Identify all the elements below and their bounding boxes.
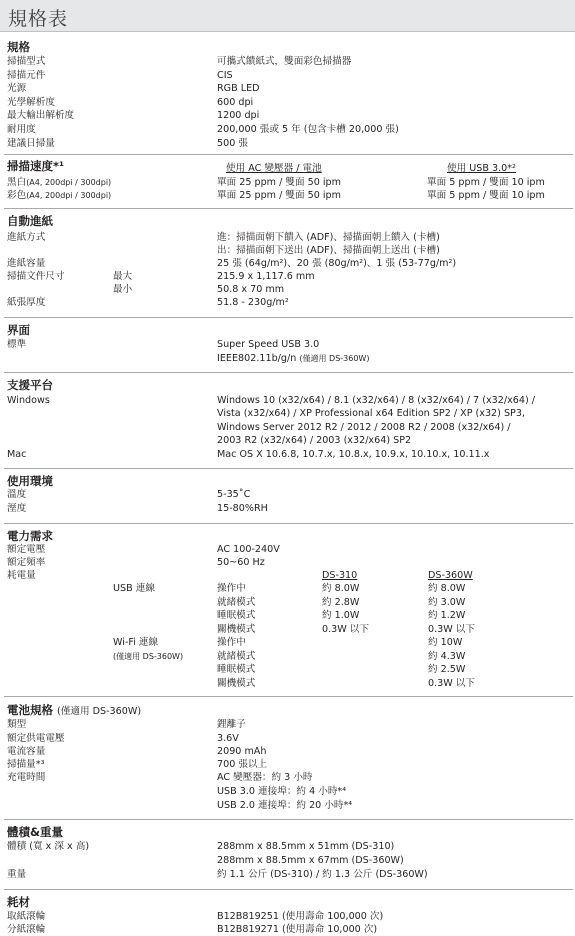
power-ds360w-value: 約 2.5W xyxy=(428,664,466,675)
divider xyxy=(4,317,573,318)
power-mode: 就緒模式 xyxy=(217,650,256,662)
environment-humidity-label: 溼度 xyxy=(7,503,27,514)
environment-heading: 使用環境 xyxy=(7,474,53,488)
divider xyxy=(4,468,573,469)
speed-usb-value: 單面 5 ppm / 雙面 10 ipm xyxy=(427,190,545,201)
power-voltage: AC 100-240V xyxy=(217,544,280,555)
environment-temp: 5-35˚C xyxy=(217,489,251,500)
spec-value: 500 張 xyxy=(217,137,248,149)
battery-heading-note: (僅適用 DS-360W) xyxy=(57,706,142,717)
feed-size-min-label: 最小 xyxy=(113,284,133,295)
power-ds310-value: 0.3W 以下 xyxy=(322,623,369,635)
spec-label: 最大輸出解析度 xyxy=(7,110,75,122)
dimensions-heading: 體積&重量 xyxy=(7,825,64,839)
spec-value: 1200 dpi xyxy=(217,110,260,122)
power-ds360w-value: 0.3W 以下 xyxy=(428,677,475,689)
power-mode: 睡眠模式 xyxy=(217,610,256,621)
power-ds360w-value: 約 3.0W xyxy=(428,596,466,608)
interface-value-2-note: (僅適用 DS-360W) xyxy=(299,354,370,363)
consumables-heading: 耗材 xyxy=(7,895,30,909)
interface-value-2-text: IEEE802.11b/g/n xyxy=(217,353,297,364)
platform-windows-line: Windows 10 (x32/x64) / 8.1 (x32/x64) / 8 (x32/x64) / 7 (x32/x64) / xyxy=(217,395,535,406)
power-ds360w-value: 約 10W xyxy=(428,637,463,648)
battery-capacity: 2090 mAh xyxy=(217,746,267,757)
battery-charge-3: USB 2.0 連接埠：約 20 小時*⁴ xyxy=(217,800,353,811)
speed-ac-value: 單面 25 ppm / 雙面 50 ipm xyxy=(217,177,341,188)
power-mode: 操作中 xyxy=(217,583,246,594)
power-wifi-label: Wi-Fi 連線 xyxy=(113,637,159,648)
battery-capacity-label: 電流容量 xyxy=(7,746,46,757)
feed-size-max: 215.9 x 1,117.6 mm xyxy=(217,271,315,282)
battery-voltage: 3.6V xyxy=(217,733,239,744)
power-freq-label: 額定頻率 xyxy=(7,557,46,568)
power-ds360w-value: 約 4.3W xyxy=(428,650,466,662)
consumable-label: 分紙滾輪 xyxy=(7,923,46,935)
platform-windows-line: Vista (x32/x64) / XP Professional x64 Edition SP2 / XP (x32) SP3, xyxy=(217,408,525,420)
platform-mac: Mac OS X 10.6.8, 10.7.x, 10.8.x, 10.9.x, 10.10.x, 10.11.x xyxy=(217,449,490,460)
speed-col-usb: 使用 USB 3.0*² xyxy=(447,163,516,174)
feed-method-1: 進：掃描面朝下饋入 (ADF)、掃描面朝上饋入 (卡槽) xyxy=(217,232,440,243)
spec-value: 200,000 張或 5 年 (包含卡槽 20,000 張) xyxy=(217,124,399,135)
power-ds310-value: 約 1.0W xyxy=(322,610,360,621)
speed-mode-note: (A4, 200dpi / 300dpi) xyxy=(26,178,112,187)
platform-windows-line: 2003 R2 (x32/x64) / 2003 (x32/x64) SP2 xyxy=(217,434,412,446)
interface-heading: 界面 xyxy=(7,323,30,337)
title-bar xyxy=(0,0,575,32)
power-mode: 關機模式 xyxy=(217,623,256,635)
platform-windows-label: Windows xyxy=(7,395,50,406)
dimensions-size-1: 288mm x 88.5mm x 51mm (DS-310) xyxy=(217,841,395,852)
spec-label: 建議日掃量 xyxy=(7,137,55,149)
power-col-ds310: DS-310 xyxy=(322,570,358,581)
power-freq: 50~60 Hz xyxy=(217,557,265,568)
speed-ac-value: 單面 25 ppm / 雙面 50 ipm xyxy=(217,190,341,201)
dimensions-size-label: 體積 (寬 x 深 x 高) xyxy=(7,841,90,852)
power-ds360w-value: 約 8.0W xyxy=(428,583,466,594)
power-mode: 就緒模式 xyxy=(217,596,256,608)
platform-heading: 支援平台 xyxy=(7,378,53,392)
battery-charge-1: AC 變壓器：約 3 小時 xyxy=(217,772,313,783)
spec-label: 耐用度 xyxy=(7,124,36,135)
battery-charge-label: 充電時間 xyxy=(7,772,46,783)
battery-scans-label: 掃描量*³ xyxy=(7,759,45,770)
dimensions-weight-label: 重量 xyxy=(7,869,27,880)
speed-col-ac: 使用 AC 變壓器 / 電池 xyxy=(226,163,322,174)
power-ds310-value: 約 2.8W xyxy=(322,596,360,608)
divider xyxy=(4,819,573,820)
interface-value-2 xyxy=(217,352,369,365)
speed-mode: 彩色 xyxy=(7,190,27,201)
feed-heading: 自動進紙 xyxy=(7,214,53,228)
speed-usb-value: 單面 5 ppm / 雙面 10 ipm xyxy=(427,177,545,188)
speed-row-label xyxy=(7,176,111,189)
feed-method-2: 出：掃描面朝下送出 (ADF)、掃描面朝上送出 (卡槽) xyxy=(217,245,440,256)
power-mode: 睡眠模式 xyxy=(217,664,256,675)
power-col-ds360w: DS-360W xyxy=(428,570,473,581)
divider xyxy=(4,208,573,209)
power-usb-label: USB 連線 xyxy=(113,583,155,594)
battery-charge-2: USB 3.0 連接埠：約 4 小時*⁴ xyxy=(217,786,347,797)
platform-windows-line: Windows Server 2012 R2 / 2012 / 2008 R2 / 2008 (x32/x64) / xyxy=(217,421,511,433)
spec-value: 600 dpi xyxy=(217,96,254,108)
dimensions-weight: 約 1.1 公斤 (DS-310) / 約 1.3 公斤 (DS-360W) xyxy=(217,869,428,880)
divider xyxy=(4,889,573,890)
battery-voltage-label: 額定供電電壓 xyxy=(7,733,65,744)
speed-row-label xyxy=(7,189,111,202)
feed-size-max-label: 最大 xyxy=(113,271,133,282)
interface-value-1: Super Speed USB 3.0 xyxy=(217,339,320,350)
battery-heading-text: 電池規格 xyxy=(7,703,53,717)
power-mode: 關機模式 xyxy=(217,677,256,689)
power-heading: 電力需求 xyxy=(7,529,53,543)
spec-label: 掃描型式 xyxy=(7,56,46,67)
power-mode: 操作中 xyxy=(217,637,246,648)
environment-temp-label: 溫度 xyxy=(7,489,27,500)
divider xyxy=(4,696,573,697)
spec-value: 可攜式饋紙式，雙面彩色掃描器 xyxy=(217,56,352,67)
power-ds360w-value: 約 1.2W xyxy=(428,610,466,621)
spec-value: CIS xyxy=(217,69,233,81)
page-title: 規格表 xyxy=(8,8,69,30)
feed-method-label: 進紙方式 xyxy=(7,232,46,243)
power-voltage-label: 額定電壓 xyxy=(7,544,46,555)
power-wifi-note: (僅適用 DS-360W) xyxy=(113,652,184,661)
spec-value: RGB LED xyxy=(217,83,260,95)
spec-label: 光學解析度 xyxy=(7,96,55,108)
battery-type: 鋰離子 xyxy=(217,719,246,730)
feed-capacity: 25 張 (64g/m²)、20 張 (80g/m²)、1 張 (53-77g/m²) xyxy=(217,258,457,269)
consumable-value: B12B819251 (使用壽命 100,000 次) xyxy=(217,911,384,922)
feed-thickness-label: 紙張厚度 xyxy=(7,297,46,308)
speed-mode-note: (A4, 200dpi / 300dpi) xyxy=(26,191,112,200)
power-ds310-value: 約 8.0W xyxy=(322,583,360,594)
dimensions-size-2: 288mm x 88.5mm x 67mm (DS-360W) xyxy=(217,855,404,866)
feed-size-min: 50.8 x 70 mm xyxy=(217,284,285,295)
battery-type-label: 類型 xyxy=(7,719,27,730)
battery-heading xyxy=(7,703,141,719)
speed-heading: 掃描速度*¹ xyxy=(7,159,65,173)
feed-thickness: 51.8 - 230g/m² xyxy=(217,297,289,308)
platform-mac-label: Mac xyxy=(7,449,27,460)
spec-label: 掃描元件 xyxy=(7,69,46,81)
power-consumption-label: 耗電量 xyxy=(7,570,36,581)
divider xyxy=(4,523,573,524)
spec-label: 光源 xyxy=(7,83,27,95)
battery-scans: 700 張以上 xyxy=(217,759,268,770)
power-ds360w-value: 0.3W 以下 xyxy=(428,623,475,635)
feed-size-label: 掃描文件尺寸 xyxy=(7,271,65,282)
feed-capacity-label: 進紙容量 xyxy=(7,258,46,269)
specs-heading: 規格 xyxy=(7,40,30,54)
consumable-label: 取紙滾輪 xyxy=(7,911,46,922)
interface-label: 標準 xyxy=(7,339,27,350)
divider xyxy=(4,154,573,155)
speed-mode: 黑白 xyxy=(7,177,27,188)
consumable-value: B12B819271 (使用壽命 10,000 次) xyxy=(217,923,378,935)
environment-humidity: 15-80%RH xyxy=(217,503,268,514)
divider xyxy=(4,372,573,373)
